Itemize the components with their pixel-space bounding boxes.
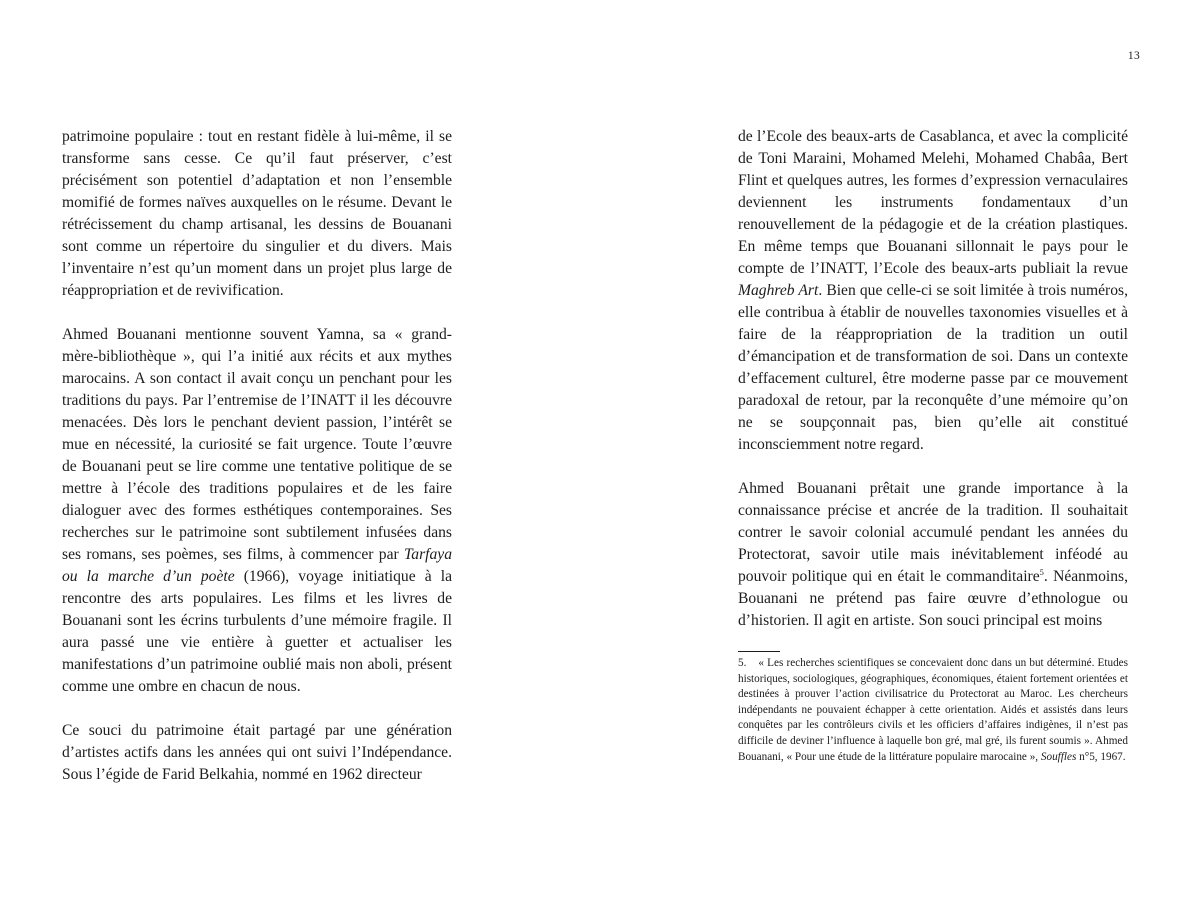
paragraph [62, 126, 452, 302]
paragraph-text: de l’Ecole des beaux-arts de Casablanca, et avec la complicité de Toni Maraini, Mohamed Melehi, Mohamed Chabâa, Bert Flint et quelques autres, les formes d’expression vernaculaires deviennent les instruments fondamentaux d’un renouvellement de la pédagogie et de la création plastiques. En même temps que Bouanani sillonnait le pays pour le compte de l’INATT, l’Ecole des beaux-arts publiait la revue [738, 128, 1128, 277]
page-number: 13 [1127, 50, 1140, 62]
right-column [738, 126, 1128, 632]
footnote-text: n°5, 1967. [1076, 750, 1126, 763]
paragraph-text: Ce souci du patrimoine était partagé par une génération d’artistes actifs dans les années qui ont suivi l’Indépendance. Sous l’égide de Farid Belkahia, nommé en 1962 directeur [62, 722, 452, 783]
paragraph-text: Ahmed Bouanani mentionne souvent Yamna, sa « grand-mère-bibliothèque », qui l’a initié aux récits et aux mythes marocains. A son contact il avait conçu un penchant pour les traditions du pays. Par l’entremise de l’INATT il les découvre menacées. Dès lors le penchant devient passion, l’intérêt se mue en nécessité, la curiosité se fait urgence. Toute l’œuvre de Bouanani peut se lire comme une tentative politique de se mettre à l’école des traditions populaires et de les faire dialoguer avec des formes esthétiques contemporaines. Ses recherches sur le patrimoine sont subtilement infusées dans ses romans, ses poèmes, ses films, à commencer par [62, 326, 452, 563]
journal-title: Souffles [1040, 750, 1077, 763]
journal-title: Maghreb Art [738, 282, 819, 299]
paragraph [62, 720, 452, 786]
paragraph [62, 324, 452, 698]
left-column [62, 126, 452, 786]
film-title: Tarfaya ou la marche d’un poète [62, 546, 452, 585]
paragraph-text: (1966), voyage initiatique à la rencontre des arts populaires. Les films et les livres de Bouanani sont les écrins turbulents d’une mémoire fragile. Il aura passé une vie entière à guetter et actualiser les manifestations d’un patrimoine oublié mais non aboli, présent comme une ombre en chacun de nous. [62, 568, 453, 695]
paragraph [738, 126, 1128, 456]
footnote-text: « Les recherches scientifiques se concevaient donc dans un but déterminé. Etudes historiques, sociologiques, géographiques, économiques, étaient fortement orientées et destinées à prouver l’action civilisatrice du Protectorat au Maroc. Les chercheurs indépendants ne pouvaient échapper à cette orientation. Aidés et assistés dans leurs conquêtes par les contrôleurs civils et les officiers d’affaires indigènes, il n’est pas difficile de deviner l’influence à laquelle bon gré, mal gré, ils furent soumis ». Ahmed Bouanani, « Pour une étude de la littérature populaire marocaine », [738, 657, 1128, 763]
footnote-reference[interactable]: 5 [1039, 566, 1044, 577]
paragraph-text: . Bien que celle-ci se soit limitée à trois numéros, elle contribua à établir de nouvelles taxonomies visuelles et à faire de la réappropriation de la tradition un outil d’émancipation et de transformation de soi. Dans un contexte d’effacement culturel, être moderne passe par ce mouvement paradoxal de retour, par la reconquête d’une mémoire qu’on ne se soupçonnait pas, bien qu’elle ait constitué inconsciemment notre regard. [738, 282, 1128, 453]
paragraph-text: patrimoine populaire : tout en restant fidèle à lui-même, il se transforme sans cesse. Ce qu’il faut préserver, c’est précisément son potentiel d’adaptation et non l’ensemble momifié de formes naïves auxquelles on le résume. Devant le rétrécissement du champ artisanal, les dessins de Bouanani sont comme un répertoire du singulier et du divers. Mais l’inventaire n’est qu’un moment dans un projet plus large de réappropriation et de revivification. [62, 128, 452, 299]
paragraph-text: Ahmed Bouanani prêtait une grande importance à la connaissance précise et ancrée de la tradition. Il souhaitait contrer le savoir colonial accumulé pendant les années du Protectorat, savoir utile mais inévitablement inféodé au pouvoir politique qui en était le commanditaire [738, 480, 1128, 585]
footnote [738, 656, 1128, 765]
paragraph [738, 478, 1128, 632]
paragraph-text: . Néanmoins, Bouanani ne prétend pas faire œuvre d’ethnologue ou d’historien. Il agit en artiste. Son souci principal est moins [738, 568, 1128, 629]
footnote-divider [738, 651, 780, 652]
footnote-number: 5. [738, 657, 747, 669]
